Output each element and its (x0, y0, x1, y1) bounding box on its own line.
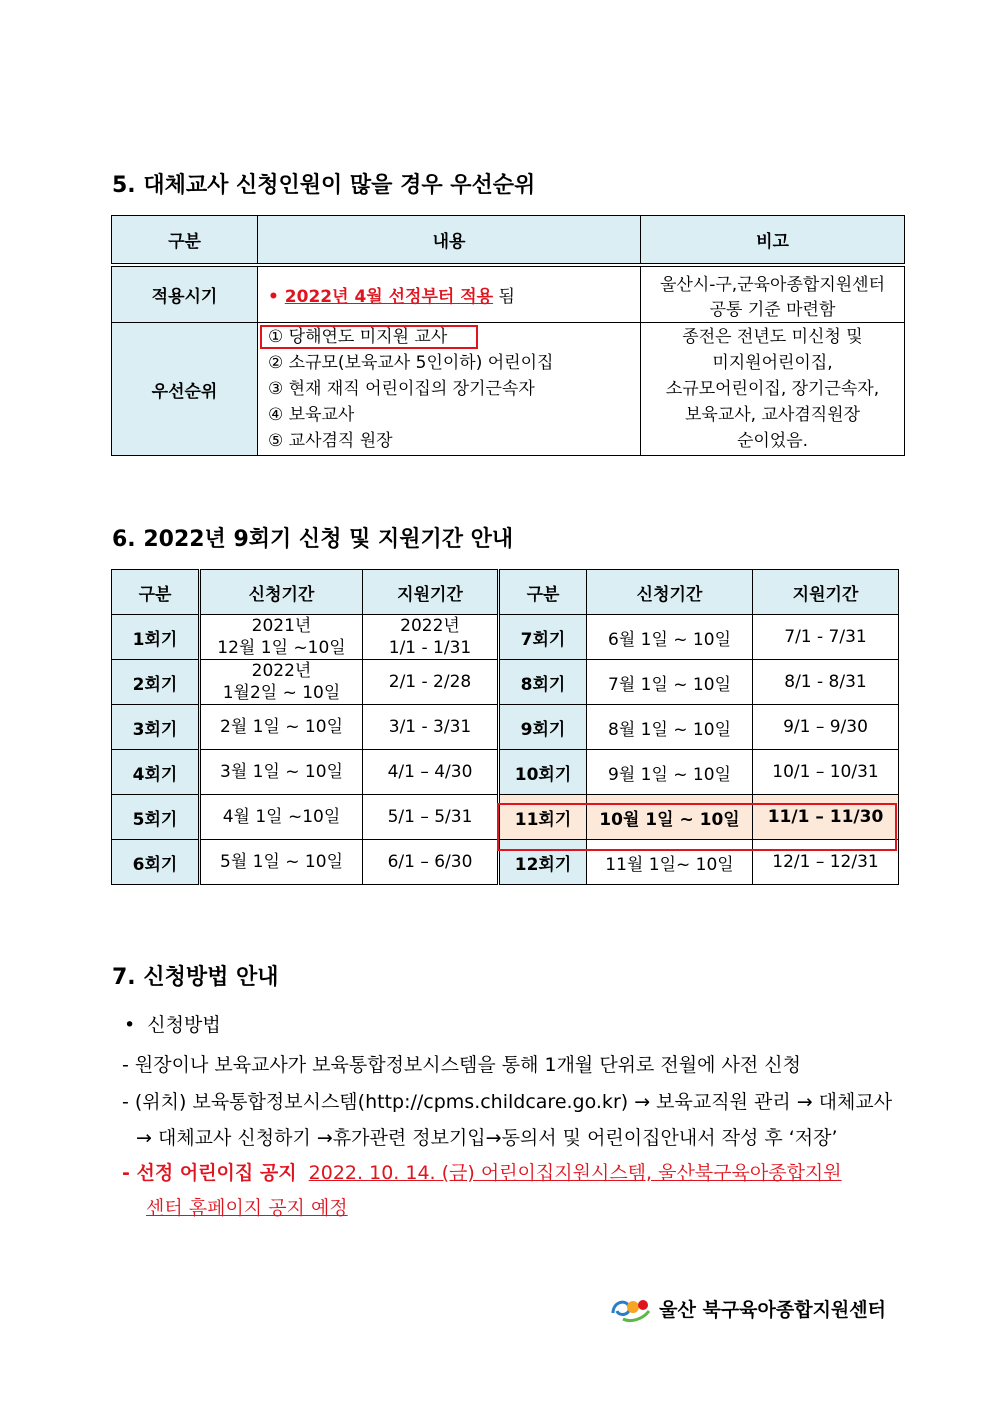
section7-title: 7. 신청방법 안내 (112, 965, 279, 990)
row-label-period: 적용시기 (112, 267, 258, 323)
table-cell: 8/1 - 8/31 (753, 660, 899, 705)
table-cell: 12회기 (499, 840, 587, 885)
table-cell: 7월 1일 ~ 10일 (587, 660, 753, 705)
table-cell: 9/1 – 9/30 (753, 705, 899, 750)
priority-note (641, 323, 905, 456)
cell-line: 4/1 – 4/30 (387, 762, 473, 782)
list-item: ① 당해연도 미지원 교사 (268, 327, 448, 347)
table-cell: 9회기 (499, 705, 587, 750)
table-cell (200, 750, 363, 795)
table-cell: 6월 1일 ~ 10일 (587, 615, 753, 660)
table-header: 구분 (112, 216, 258, 264)
note-line: 순이었음. (736, 431, 809, 451)
table-cell: 1회기 (112, 615, 200, 660)
table-header: 구분 (499, 570, 587, 615)
list-item: ④ 보육교사 (268, 405, 355, 425)
table-row (112, 750, 899, 795)
table-cell (363, 840, 499, 885)
method-line: - (위치) 보육통합정보시스템(http://cpms.childcare.go.kr) → 보육교직원 관리 → 대체교사 (122, 1091, 893, 1113)
note-line: 공통 기준 마련함 (709, 299, 836, 320)
table-cell (200, 615, 363, 660)
table-header: 지원기간 (363, 570, 499, 615)
table-cell: 2회기 (112, 660, 200, 705)
section5-title: 5. 대체교사 신청인원이 많을 경우 우선순위 (112, 173, 536, 198)
notice-date: 2022. 10. 14. (금) 어린이집지원시스템, 울산북구육아종합지원 (308, 1162, 842, 1184)
notice-label: 선정 어린이집 공지 (136, 1162, 297, 1184)
list-item: ⑤ 교사겸직 원장 (268, 431, 393, 451)
table-cell: 11월 1일~ 10일 (587, 840, 753, 885)
table-cell: 10/1 – 10/31 (753, 750, 899, 795)
table-cell (363, 705, 499, 750)
dash: - (122, 1162, 137, 1184)
table-cell: 7회기 (499, 615, 587, 660)
table-cell: 5회기 (112, 795, 200, 840)
table-cell: 8월 1일 ~ 10일 (587, 705, 753, 750)
table-header: 비고 (641, 216, 905, 264)
table-cell: 11/1 – 11/30 (753, 795, 899, 840)
footer-org: 울산 북구육아종합지원센터 (659, 1298, 886, 1321)
table-cell: 4회기 (112, 750, 200, 795)
cell-line: 5/1 – 5/31 (387, 807, 473, 827)
table-cell: 6회기 (112, 840, 200, 885)
cell-line: 4월 1일 ~10일 (222, 807, 341, 827)
table-row (112, 660, 899, 705)
period-content (258, 267, 641, 323)
table-header: 지원기간 (753, 570, 899, 615)
cell-line: 12월 1일 ~10일 (217, 638, 346, 658)
table-header: 신청기간 (587, 570, 753, 615)
note-line: 소규모어린이집, 장기근속자, (665, 379, 880, 399)
table-cell: 11회기 (499, 795, 587, 840)
table-cell (363, 660, 499, 705)
table-row (112, 705, 899, 750)
table-cell: 9월 1일 ~ 10일 (587, 750, 753, 795)
bullet-label: 신청방법 (147, 1014, 221, 1036)
cell-line: 2022년 (251, 661, 312, 681)
cell-line: 5월 1일 ~ 10일 (220, 852, 343, 872)
footer (609, 1293, 886, 1323)
table-header: 구분 (112, 570, 200, 615)
table-cell (200, 660, 363, 705)
table-header: 내용 (258, 216, 641, 264)
method-line (122, 1158, 842, 1185)
method-line: 센터 홈페이지 공지 예정 (146, 1197, 348, 1219)
period-note (641, 267, 905, 323)
period-tail: 됨 (493, 287, 515, 307)
table-cell (363, 795, 499, 840)
table-cell (200, 795, 363, 840)
note-line: 종전은 전년도 미신청 및 (682, 327, 863, 347)
table-row (112, 795, 899, 840)
note-line: 미지원어린이집, (712, 353, 833, 373)
cell-line: 2021년 (251, 616, 312, 636)
table-cell: 7/1 - 7/31 (753, 615, 899, 660)
table-cell (363, 615, 499, 660)
bullet-item: • 신청방법 (124, 1014, 221, 1036)
method-line: - 원장이나 보육교사가 보육통합정보시스템을 통해 1개월 단위로 전월에 사전 신청 (122, 1054, 801, 1076)
cell-line: 1월2일 ~ 10일 (222, 683, 341, 703)
table-header: 신청기간 (200, 570, 363, 615)
bullet: • (268, 287, 285, 307)
cell-line: 2월 1일 ~ 10일 (220, 717, 343, 737)
table-cell: 10월 1일 ~ 10일 (587, 795, 753, 840)
cell-line: 3/1 - 3/31 (388, 717, 472, 737)
center-logo-icon (609, 1293, 653, 1323)
section6-title: 6. 2022년 9회기 신청 및 지원기간 안내 (112, 527, 514, 552)
list-item: ② 소규모(보육교사 5인이하) 어린이집 (268, 353, 554, 373)
method-line: → 대체교사 신청하기 →휴가관련 정보기입→동의서 및 어린이집안내서 작성 후 ‘저장’ (136, 1127, 838, 1149)
cell-line: 2/1 - 2/28 (388, 672, 472, 692)
priority-table (111, 215, 905, 456)
priority-list (258, 323, 641, 456)
note-line: 울산시-구,군육아종합지원센터 (659, 274, 886, 295)
period-highlight: 2022년 4월 선정부터 적용 (284, 287, 494, 307)
table-cell: 10회기 (499, 750, 587, 795)
table-cell: 3회기 (112, 705, 200, 750)
cell-line: 6/1 – 6/30 (387, 852, 473, 872)
table-cell: 12/1 – 12/31 (753, 840, 899, 885)
list-item: ③ 현재 재직 어린이집의 장기근속자 (268, 379, 535, 399)
cell-line: 3월 1일 ~ 10일 (220, 762, 343, 782)
cell-line: 1/1 - 1/31 (388, 638, 472, 658)
note-line: 보육교사, 교사겸직원장 (684, 405, 861, 425)
table-row (112, 615, 899, 660)
table-cell (200, 705, 363, 750)
table-cell (363, 750, 499, 795)
table-row (112, 840, 899, 885)
schedule-table (111, 569, 899, 885)
cell-line: 2022년 (400, 616, 460, 636)
table-cell (200, 840, 363, 885)
table-cell: 8회기 (499, 660, 587, 705)
row-label-priority: 우선순위 (112, 323, 258, 456)
